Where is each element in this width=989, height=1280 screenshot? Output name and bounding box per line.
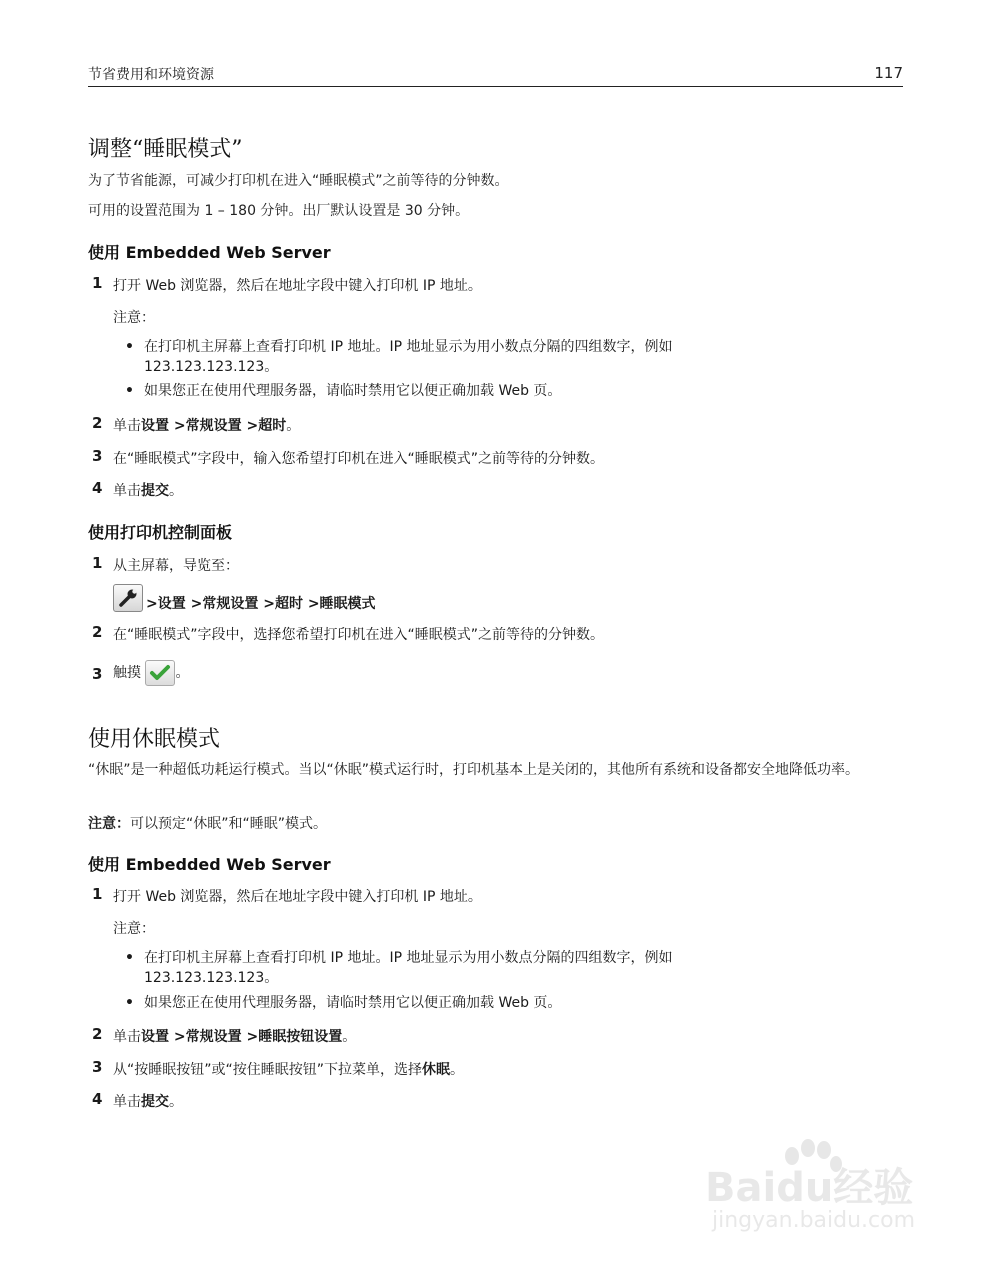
- bullet-text-line2: 123.123.123.123。: [144, 359, 279, 375]
- step-text: 在“睡眠模式”字段中，选择您希望打印机在进入“睡眠模式”之前等待的分钟数。: [113, 627, 605, 643]
- page-number: 117: [874, 64, 903, 82]
- step-text: [113, 1059, 464, 1079]
- submit-label: 提交: [141, 1094, 169, 1110]
- step-number: 1: [92, 274, 103, 292]
- bullet-text: 如果您正在使用代理服务器，请临时禁用它以便正确加载 Web 页。: [144, 995, 562, 1011]
- bullet-dot: •: [125, 950, 134, 966]
- bullet-dot: •: [125, 995, 134, 1011]
- step-suffix: 。: [286, 418, 301, 434]
- section2-intro: “休眠”是一种超低功耗运行模式。当以“休眠”模式运行时，打印机基本上是关闭的，其他所有系统和设备都安全地降低功率。: [88, 762, 860, 778]
- section-title-sleep-mode: 调整“睡眠模式”: [88, 137, 243, 162]
- subheading-ews-1: [88, 240, 331, 263]
- checkmark-icon: [145, 660, 175, 686]
- step-text: [113, 660, 189, 686]
- wrench-icon: [113, 584, 143, 612]
- menu-path: >设置 >常规设置 >超时 >睡眠模式: [146, 596, 376, 612]
- note-label: 注意：: [88, 816, 130, 832]
- step-prefix: 单击: [113, 483, 141, 499]
- bullet-text-line1: 在打印机主屏幕上查看打印机 IP 地址。IP 地址显示为用小数点分隔的四组数字，例如: [144, 950, 673, 966]
- bullet-text-line2: 123.123.123.123。: [144, 970, 279, 986]
- baidu-watermark: [700, 1128, 940, 1238]
- step-number: 1: [92, 885, 103, 903]
- bullet-text: [144, 337, 804, 377]
- menu-path: 设置 >常规设置 >睡眠按钮设置: [141, 1029, 343, 1045]
- bullet-text: [144, 948, 804, 988]
- menu-path: 设置 >常规设置 >超时: [141, 418, 287, 434]
- step-prefix: 从“按睡眠按钮”或“按住睡眠按钮”下拉菜单，选择: [113, 1062, 423, 1078]
- step-number: 4: [92, 1090, 103, 1108]
- step-text: 在“睡眠模式”字段中，输入您希望打印机在进入“睡眠模式”之前等待的分钟数。: [113, 451, 605, 467]
- section1-intro-2: 可用的设置范围为 1 – 180 分钟。出厂默认设置是 30 分钟。: [88, 203, 470, 219]
- step-suffix: 。: [175, 665, 190, 681]
- step-number: 3: [92, 447, 103, 465]
- step-number: 3: [92, 665, 103, 683]
- step-text: [113, 1091, 183, 1111]
- step-number: 3: [92, 1058, 103, 1076]
- step-prefix: 单击: [113, 418, 141, 434]
- step-suffix: 。: [169, 1094, 183, 1110]
- step-text: [113, 480, 183, 500]
- subheading-ews-2: [88, 852, 331, 875]
- step-number: 4: [92, 479, 103, 497]
- step-prefix: 单击: [113, 1094, 141, 1110]
- bullet-dot: •: [125, 339, 134, 355]
- watermark-logo-text: Baidu经验: [705, 1165, 914, 1211]
- step-number: 2: [92, 623, 103, 641]
- note-text: 可以预定“休眠”和“睡眠”模式。: [130, 816, 328, 832]
- bullet-dot: •: [125, 383, 134, 399]
- step-suffix: 。: [342, 1029, 357, 1045]
- bullet-text-line1: 在打印机主屏幕上查看打印机 IP 地址。IP 地址显示为用小数点分隔的四组数字，例如: [144, 339, 673, 355]
- header-title: 节省费用和环境资源: [88, 67, 214, 83]
- step-text: [113, 1026, 356, 1046]
- subheading-ews-2-prefix: 使用: [88, 855, 126, 874]
- step-prefix: 单击: [113, 1029, 141, 1045]
- page-header: [88, 64, 903, 87]
- step-text: 从主屏幕，导览至：: [113, 558, 239, 574]
- section1-intro-1: 为了节省能源，可减少打印机在进入“睡眠模式”之前等待的分钟数。: [88, 173, 509, 189]
- step-text: 打开 Web 浏览器，然后在地址字段中键入打印机 IP 地址。: [113, 889, 482, 905]
- note-label: 注意：: [113, 310, 155, 326]
- subheading-ews-1-prefix: 使用: [88, 243, 126, 262]
- subheading-control-panel: 使用打印机控制面板: [88, 523, 233, 542]
- submit-label: 提交: [141, 483, 169, 499]
- option-hibernate: 休眠: [422, 1062, 451, 1078]
- subheading-ews-1-bold: Embedded Web Server: [125, 243, 331, 262]
- section-title-hibernate-mode: 使用休眠模式: [88, 727, 221, 752]
- subheading-ews-2-bold: Embedded Web Server: [125, 855, 331, 874]
- watermark-url: jingyan.baidu.com: [712, 1208, 916, 1233]
- step-suffix: 。: [450, 1062, 465, 1078]
- step-number: 2: [92, 414, 103, 432]
- note-label: 注意：: [113, 921, 155, 937]
- step-number: 2: [92, 1025, 103, 1043]
- step-number: 1: [92, 554, 103, 572]
- step-text: [113, 415, 300, 435]
- step-prefix: 触摸: [113, 665, 141, 681]
- section2-note: [88, 814, 327, 834]
- step-text: 打开 Web 浏览器，然后在地址字段中键入打印机 IP 地址。: [113, 278, 482, 294]
- bullet-text: 如果您正在使用代理服务器，请临时禁用它以便正确加载 Web 页。: [144, 383, 562, 399]
- step-suffix: 。: [169, 483, 183, 499]
